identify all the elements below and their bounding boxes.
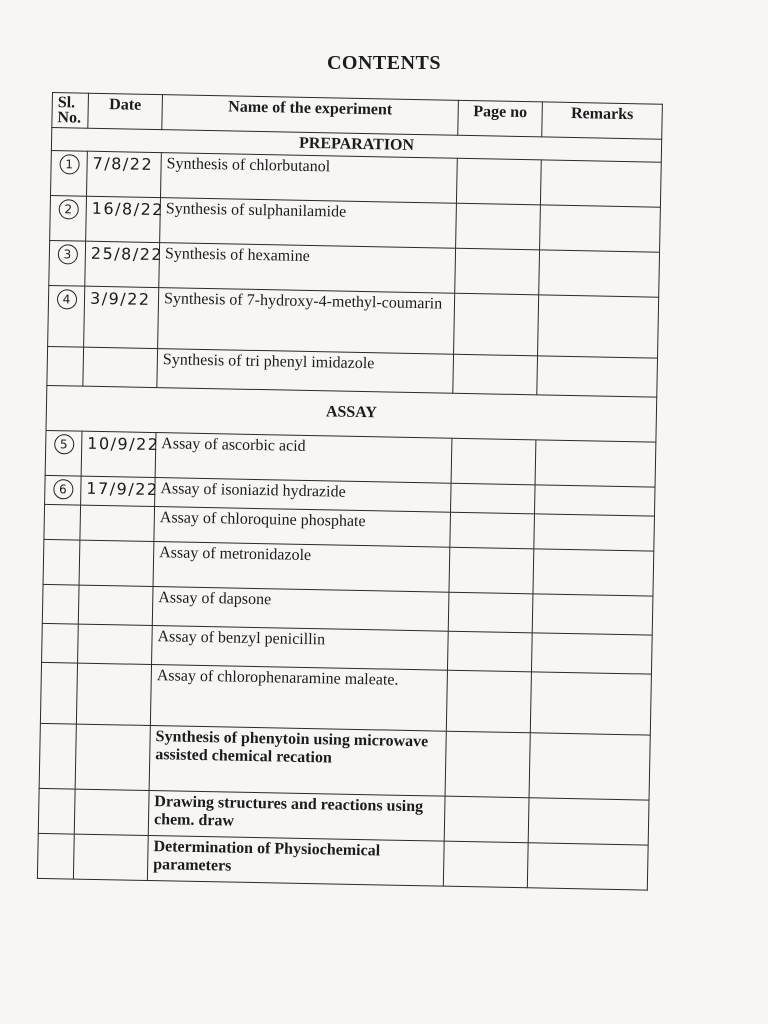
header-no-label: No. [57,109,82,127]
page-no-cell [456,158,541,205]
row-date: 3/9/22 [84,286,159,348]
row-date [74,789,149,835]
row-number [39,723,76,789]
header-sl-no [52,93,89,129]
circled-number: 6 [53,479,73,499]
row-date: 25/8/22 [85,241,160,287]
remarks-cell [540,160,661,207]
remarks-cell [534,514,655,551]
row-date [83,347,158,387]
experiment-name: Assay of chlorophenaramine maleate. [150,665,447,732]
remarks-cell [531,633,652,674]
circled-number: 3 [57,244,77,264]
row-number [49,240,86,286]
row-number [40,662,77,724]
row-number [48,285,85,347]
row-number [42,584,79,624]
remarks-cell [530,672,651,735]
page-no-cell [453,354,538,395]
contents-sheet [37,92,662,891]
row-number [43,539,80,585]
row-number [38,788,75,834]
row-date: 16/8/22 [86,196,161,242]
circled-number: 1 [59,154,79,174]
row-date [75,724,150,790]
page-no-cell [450,512,535,549]
circled-number: 5 [54,434,74,454]
row-number [45,430,82,476]
row-date [76,663,151,725]
row-number [51,150,88,196]
row-date: 7/8/22 [87,151,162,197]
row-number [50,195,87,241]
circled-number: 4 [56,289,76,309]
page-no-cell [448,592,533,633]
experiment-name: Drawing structures and reactions using chem. draw [148,790,445,841]
experiment-name: Assay of isoniazid hydrazide [155,478,452,513]
experiment-name: Assay of benzyl penicillin [152,626,449,671]
header-remarks: Remarks [542,102,663,139]
experiment-name: Assay of metronidazole [153,542,450,593]
row-date [78,624,153,664]
remarks-cell [534,485,655,516]
header-sl-label: Sl. [57,94,76,112]
remarks-cell [529,733,650,800]
header-page-no: Page no [458,100,543,137]
page-title: CONTENTS [326,52,442,74]
row-date: 17/9/22 [81,476,156,506]
page-no-cell [443,841,528,888]
section-label: PREPARATION [51,128,661,163]
row-number [44,504,81,540]
row-date [73,834,148,880]
page-no-cell [449,547,534,594]
remarks-cell [537,356,658,397]
page-no-cell [454,293,539,356]
row-number [45,475,82,505]
remarks-cell [528,798,649,845]
row-date: 10/9/22 [81,431,156,477]
page-no-cell [447,631,532,672]
remarks-cell [538,295,659,358]
row-number [47,346,84,386]
remarks-cell [535,440,656,487]
remarks-cell [532,594,653,635]
experiment-name: Synthesis of 7-hydroxy-4-methyl-coumarin [158,288,455,355]
page-no-cell [444,796,529,843]
experiment-name: Assay of chloroquine phosphate [154,507,451,548]
remarks-cell [540,205,661,252]
remarks-cell [533,549,654,596]
experiment-name: Synthesis of hexamine [159,243,456,294]
experiment-name: Assay of dapsone [152,587,449,632]
page-no-cell [445,731,530,798]
contents-table [37,92,663,891]
experiment-name: Synthesis of chlorbutanol [160,153,457,204]
experiment-name: Determination of Physiochemical parameters [147,835,444,886]
header-date: Date [88,93,163,129]
page-no-cell [451,483,536,514]
row-number [42,623,79,663]
table-row [39,723,650,800]
row-date [80,505,155,541]
header-name: Name of the experiment [162,95,459,136]
experiment-name: Synthesis of tri phenyl imidazole [157,349,454,394]
page-no-cell [456,203,541,250]
experiment-name: Assay of ascorbic acid [155,433,452,484]
row-date [78,585,153,625]
row-date [79,540,154,586]
experiment-name: Synthesis of sulphanilamide [160,198,457,249]
section-label: ASSAY [46,385,657,442]
row-number [37,833,74,879]
circled-number: 2 [58,199,78,219]
remarks-cell [539,250,660,297]
page-no-cell [446,670,531,733]
page-no-cell [455,248,540,295]
page-no-cell [451,438,536,485]
remarks-cell [527,843,648,890]
experiment-name: Synthesis of phenytoin using microwave assisted chemical recation [149,726,446,797]
